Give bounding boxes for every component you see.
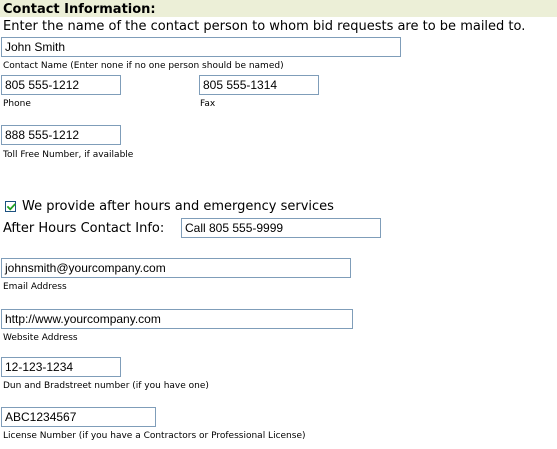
email-label: Email Address [3,282,67,292]
duns-label: Dun and Bradstreet number (if you have one) [3,381,209,391]
contact-name-input[interactable]: John Smith [1,37,401,57]
fax-input[interactable]: 805 555-1314 [199,75,319,95]
contact-name-label: Contact Name (Enter none if no one person should be named) [3,61,284,71]
after-hours-checkbox[interactable] [5,201,16,212]
phone-input[interactable]: 805 555-1212 [1,75,121,95]
toll-free-label: Toll Free Number, if available [3,150,134,160]
fax-label: Fax [200,99,216,109]
after-hours-checkbox-label[interactable]: We provide after hours and emergency services [22,199,334,214]
license-input[interactable]: ABC1234567 [1,407,156,427]
section-title: Contact Information: [3,2,156,17]
duns-input[interactable]: 12-123-1234 [1,357,121,377]
website-input[interactable]: http://www.yourcompany.com [1,309,353,329]
phone-label: Phone [3,99,31,109]
after-hours-contact-label: After Hours Contact Info: [3,221,165,236]
after-hours-contact-input[interactable]: Call 805 555-9999 [181,218,381,238]
website-label: Website Address [3,333,78,343]
toll-free-input[interactable]: 888 555-1212 [1,125,121,145]
license-label: License Number (if you have a Contractors or Professional License) [3,431,306,441]
checkmark-icon [6,202,17,213]
email-input[interactable]: johnsmith@yourcompany.com [1,258,351,278]
section-intro: Enter the name of the contact person to whom bid requests are to be mailed to. [3,19,526,34]
